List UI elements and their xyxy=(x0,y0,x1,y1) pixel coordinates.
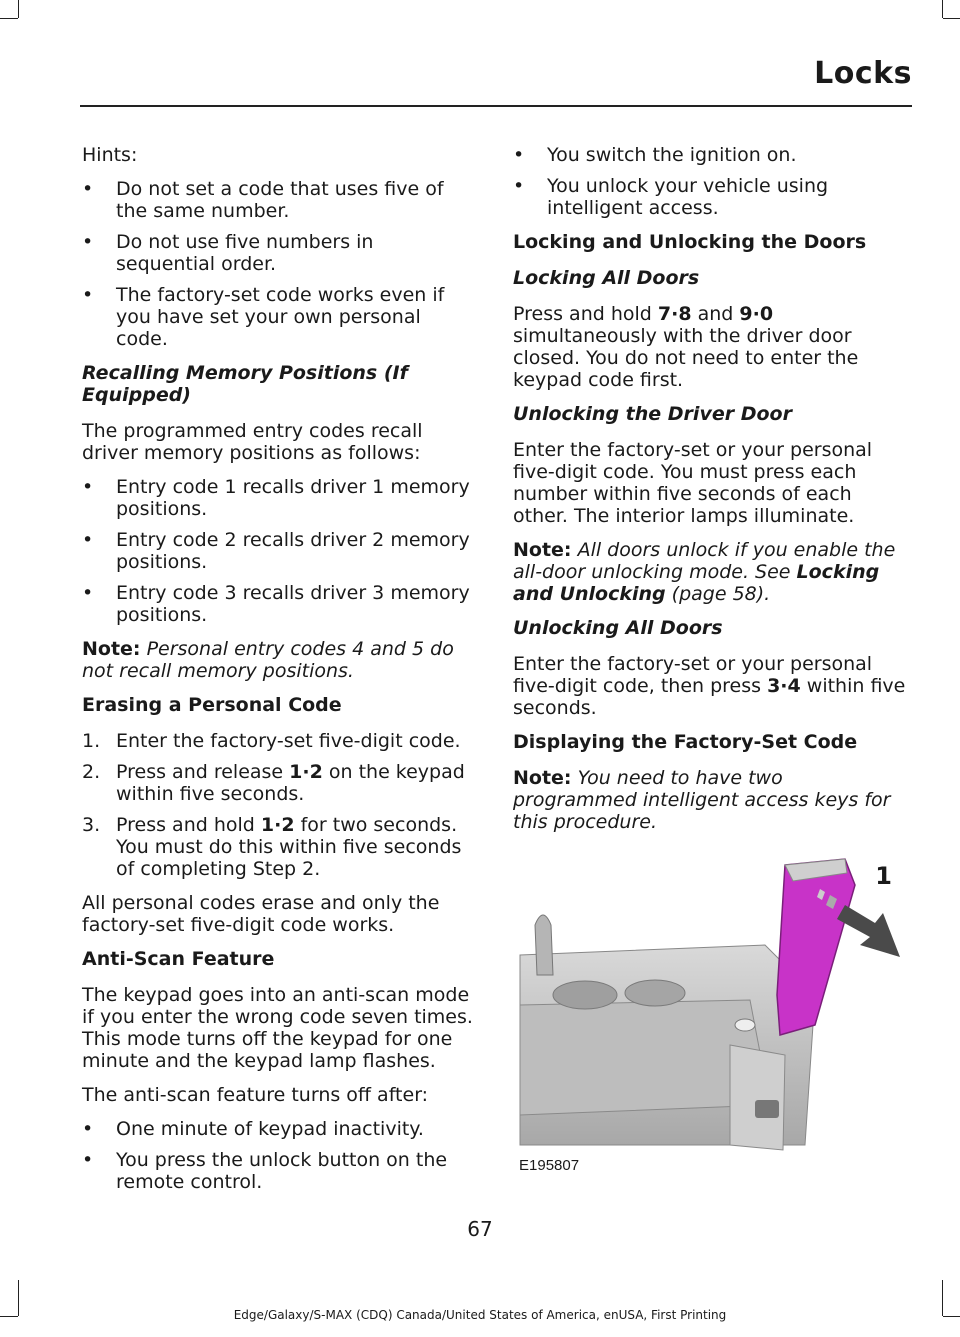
list-item: • You switch the ignition on. xyxy=(513,144,797,166)
antiscan-off-intro: The anti-scan feature turns off after: xyxy=(82,1084,429,1106)
key-label: 3·4 xyxy=(767,675,801,697)
key-label: 7·8 xyxy=(657,303,692,325)
list-item: • Entry code 2 recalls driver 2 memory positions. xyxy=(82,529,470,573)
note-two-keys: Note: You need to have two programmed intelligent access keys for this procedure. xyxy=(513,767,891,833)
crop-mark xyxy=(942,0,943,18)
page-number: 67 xyxy=(467,1217,493,1241)
bullet-icon: • xyxy=(82,476,94,498)
bullet-icon: • xyxy=(513,144,525,166)
recall-intro: The programmed entry codes recall driver memory positions as follows: xyxy=(82,420,423,464)
list-item: • You press the unlock button on the remote control. xyxy=(82,1149,448,1193)
figure-code: E195807 xyxy=(519,1157,580,1174)
antiscan-off-list-continued xyxy=(513,144,908,219)
list-item: 2. Press and release 1·2 on the keypad within five seconds. xyxy=(82,761,465,805)
erase-after: All personal codes erase and only the factory-set five-digit code works. xyxy=(82,892,440,936)
lock-heading: Locking and Unlocking the Doors xyxy=(513,231,867,253)
bullet-icon: • xyxy=(82,284,94,306)
header-divider xyxy=(80,105,912,107)
crop-mark xyxy=(18,0,19,18)
recall-list xyxy=(82,476,474,626)
hints-list xyxy=(82,178,474,350)
key-label: 1·2 xyxy=(260,814,295,836)
antiscan-off-list xyxy=(82,1118,474,1193)
display-heading: Displaying the Factory-Set Code xyxy=(513,731,858,753)
key-label: 9·0 xyxy=(739,303,774,325)
unlockall-heading: Unlocking All Doors xyxy=(513,617,723,639)
bullet-icon: • xyxy=(82,529,94,551)
list-item: • Entry code 3 recalls driver 3 memory positions. xyxy=(82,582,470,626)
recall-heading: Recalling Memory Positions (If Equipped) xyxy=(82,362,408,406)
crop-mark xyxy=(0,18,18,19)
key-label: 1·2 xyxy=(289,761,323,783)
unlockdriver-heading: Unlocking the Driver Door xyxy=(513,403,792,425)
lockall-text: Press and hold 7·8 and 9·0 simultaneously with the driver door closed. You do not need to enter the keypad code first. xyxy=(513,303,859,391)
crop-mark xyxy=(943,18,960,19)
list-item: • Do not set a code that uses five of the same number. xyxy=(82,178,444,222)
left-column xyxy=(82,144,474,1205)
list-item: 3. Press and hold 1·2 for two seconds. You must do this within five seconds of completing Step 2. xyxy=(82,814,462,880)
hints-label: Hints: xyxy=(82,144,138,166)
list-item: • One minute of keypad inactivity. xyxy=(82,1118,424,1140)
callout-number: 1 xyxy=(875,862,892,890)
footer-text: Edge/Galaxy/S-MAX (CDQ) Canada/United States of America, enUSA, First Printing xyxy=(233,1308,727,1322)
cross-reference-link[interactable]: Locking and Unlocking xyxy=(513,561,880,605)
console-drawing xyxy=(515,845,910,1181)
note-all-doors: Note: All doors unlock if you enable the all-door unlocking mode. See Locking and Unlocking (page 58). xyxy=(513,539,896,605)
bullet-icon: • xyxy=(82,231,94,253)
unlockall-text: Enter the factory-set or your personal five-digit code, then press 3·4 within five seconds. xyxy=(513,653,906,719)
right-column xyxy=(513,144,908,1181)
lockall-heading: Locking All Doors xyxy=(513,267,700,289)
bullet-icon: • xyxy=(82,178,94,200)
page-title: Locks xyxy=(814,56,912,91)
antiscan-text: The keypad goes into an anti-scan mode if you enter the wrong code seven times. This mode turns off the keypad for one minute and the keypad lamp flashes. xyxy=(82,984,473,1072)
unlockdriver-text: Enter the factory-set or your personal five-digit code. You must press each number within five seconds of each other. The interior lamps illuminate. xyxy=(513,439,873,527)
armrest-lid xyxy=(777,859,855,1035)
bullet-icon: • xyxy=(82,1118,94,1140)
erase-steps xyxy=(82,730,474,880)
list-item: • You unlock your vehicle using intelligent access. xyxy=(513,175,829,219)
erase-heading: Erasing a Personal Code xyxy=(82,694,342,716)
bullet-icon: • xyxy=(82,582,94,604)
console-illustration xyxy=(515,845,910,1181)
list-item: • Do not use five numbers in sequential order. xyxy=(82,231,374,275)
antiscan-heading: Anti-Scan Feature xyxy=(82,948,275,970)
note-personal-codes: Note: Personal entry codes 4 and 5 do not recall memory positions. xyxy=(82,638,454,682)
bullet-icon: • xyxy=(82,1149,94,1171)
list-item: • Entry code 1 recalls driver 1 memory positions. xyxy=(82,476,470,520)
list-item: • The factory-set code works even if you have set your own personal code. xyxy=(82,284,445,350)
list-item: 1. Enter the factory-set five-digit code. xyxy=(82,730,461,752)
bullet-icon: • xyxy=(513,175,525,197)
